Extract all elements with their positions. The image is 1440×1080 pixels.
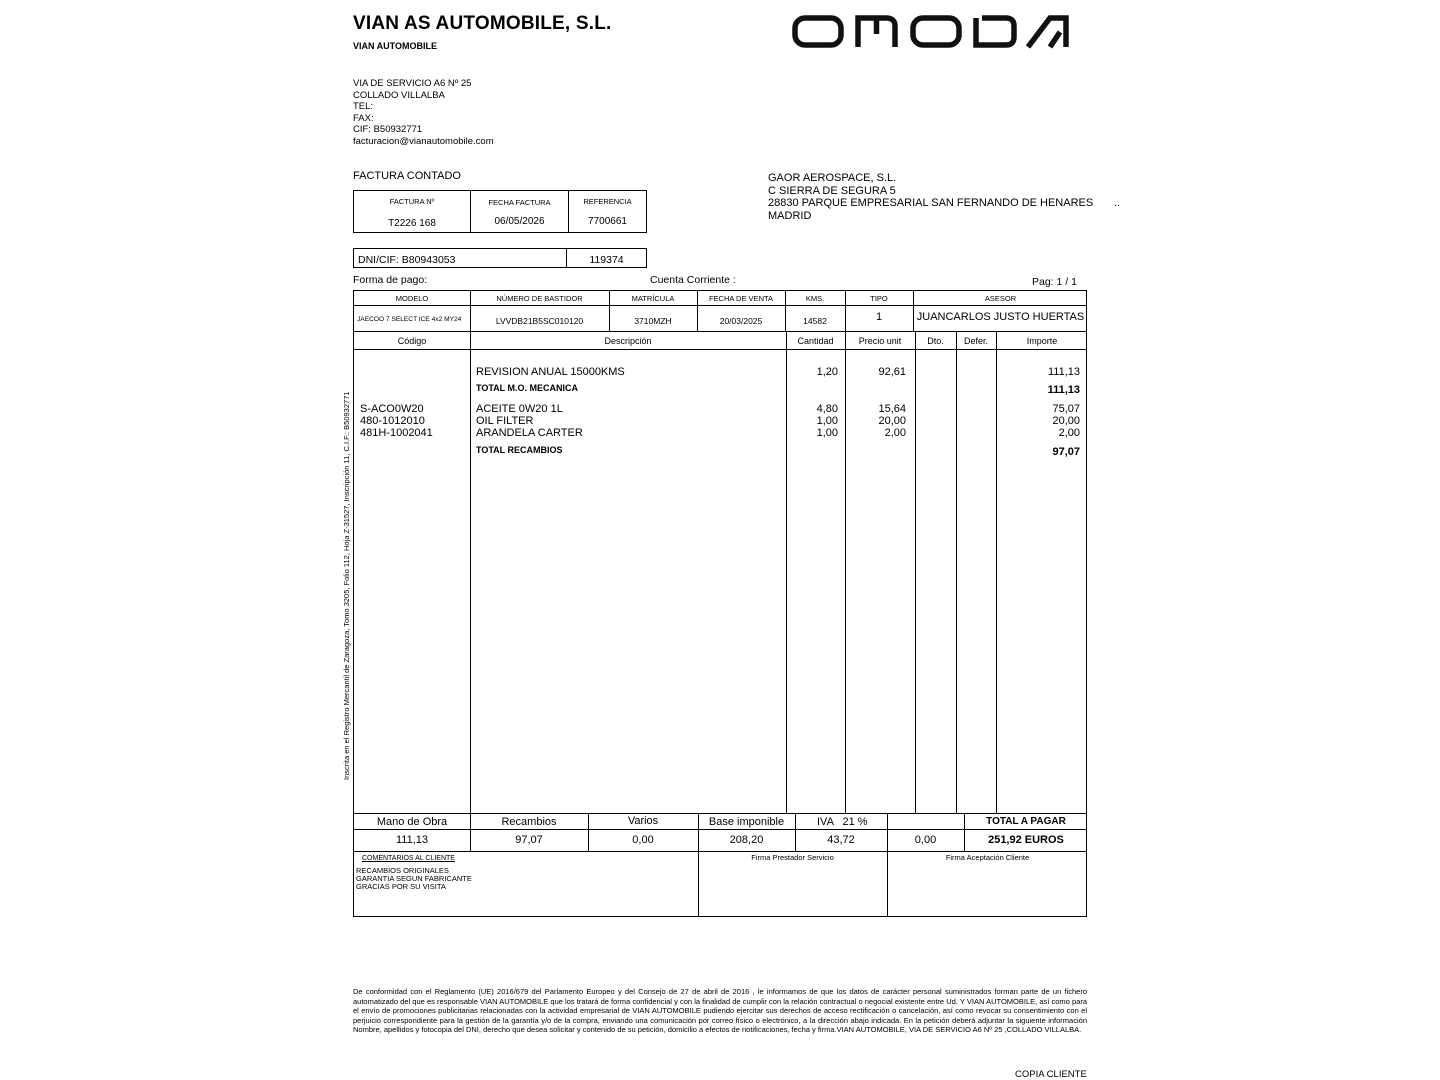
- line-price: 15,64: [878, 403, 906, 415]
- address-line: CIF: B50932771: [353, 124, 423, 135]
- legal-notice: De conformidad con el Reglamento (UE) 2016/679 del Parlamento Europeo y del Consejo de 27 de abril de 2016 , le informamos de que los datos de carácter personal suministrados forman parte de un fichero automatizado del que es responsable VIAN AUTOMOBILE que los tratará de forma confidencial y con la finalidad de cumplir con la relación contractual o negocial existente entre Ud. Y VIAN AUTOMOBILE, así como para el envío de promociones publicitarias relacionadas con la actividad empresarial de VIAN AUTOMOBILE pudiendo ejercitar sus derechos de acceso rectificación o cancelación, así como revocar su consentimiento con el perjuicio correspondiente para la gestión de la garantía y/o de la compra, enviando una comunicación por correo físico o electrónico, a la dirección abajo indicada. En la petición deberá adjuntar la siguiente información Nombre, apellidos y fotocopia del DNI, derecho que desea solicitar y contenido de su petición, domicilio a efectos de notificaciones, fecha y firma.VIAN AUTOMOBILE, VIA DE SERVICIO A6 Nº 25 ,COLLADO VILLALBA.: [353, 987, 1087, 1035]
- line-price: 20,00: [878, 415, 906, 427]
- line-code: 480-1012010: [360, 415, 425, 427]
- vehicle-advisor: JUANCARLOS JUSTO HUERTAS: [916, 311, 1085, 323]
- total-misc-label: Varios: [627, 815, 659, 827]
- vehicle-header: ASESOR: [984, 294, 1017, 303]
- client-signature-label: Firma Aceptación Cliente: [945, 853, 1030, 862]
- invoice-date-label: FECHA FACTURA: [488, 198, 551, 207]
- line-desc: TOTAL M.O. MECANICA: [476, 383, 578, 393]
- vehicle-sale-date: 20/03/2025: [719, 316, 763, 326]
- vehicle-model: JAECOO 7 SELECT ICE 4x2 MY24: [357, 316, 462, 323]
- line-amount: 2,00: [1058, 427, 1080, 439]
- invoice-reference-cell: [569, 191, 646, 232]
- client-line: GAOR AEROSPACE, S.L.: [768, 172, 897, 184]
- comment-line: RECAMBIOS ORIGINALES: [356, 866, 449, 875]
- provider-signature-label: Firma Prestador Servicio: [751, 853, 834, 862]
- lines-header-qty: Cantidad: [797, 336, 834, 346]
- client-address: [768, 172, 1093, 222]
- vehicle-header: TIPO: [870, 294, 888, 303]
- vehicle-type: 1: [875, 311, 883, 323]
- comment-line: GARANTIA SEGUN FABRICANTE: [356, 874, 472, 883]
- lines-header-price: Precio unit: [858, 336, 902, 346]
- address-line: facturacion@vianautomobile.com: [353, 135, 494, 147]
- vehicle-header: MATRÍCULA: [631, 294, 675, 303]
- address-line: FAX:: [353, 112, 374, 124]
- lines-header-desc: Descripción: [604, 336, 652, 346]
- total-due: 251,92 EUROS: [988, 834, 1064, 846]
- vehicle-header: FECHA DE VENTA: [708, 294, 774, 303]
- invoice-reference: 7700661: [588, 216, 627, 227]
- line-qty: 1,20: [816, 366, 838, 378]
- payment-method-label: Forma de pago:: [353, 274, 428, 286]
- client-code: 119374: [589, 254, 624, 266]
- invoice-info-box: [353, 190, 647, 233]
- dni-box: [353, 248, 647, 268]
- line-desc: TOTAL RECAMBIOS: [476, 445, 563, 455]
- vat-amount: 43,72: [827, 834, 855, 846]
- lines-header-defer: Defer.: [963, 336, 988, 346]
- line-qty: 1,00: [816, 427, 838, 439]
- comments-title: COMENTARIOS AL CLIENTE: [362, 855, 455, 862]
- invoice-reference-label: REFERENCIA: [583, 197, 632, 206]
- copy-label: COPIA CLIENTE: [1015, 1069, 1087, 1080]
- other-amount: 0,00: [914, 834, 937, 846]
- page-number: Pag: 1 / 1: [1032, 276, 1077, 288]
- vehicle-header: NÚMERO DE BASTIDOR: [496, 294, 583, 303]
- total-misc: 0,00: [632, 834, 654, 846]
- address-line: TEL:: [353, 101, 374, 112]
- dni-cif: DNI/CIF: B80943053: [354, 249, 567, 267]
- vehicle-plate: 3710MZH: [634, 316, 672, 326]
- invoice-number-label: FACTURA Nº: [389, 197, 435, 206]
- line-desc: ACEITE 0W20 1L: [476, 403, 563, 415]
- lines-header-amount: Importe: [1026, 336, 1058, 346]
- tax-base: 208,20: [729, 834, 764, 846]
- client-line: 28830 PARQUE EMPRESARIAL SAN FERNANDO DE HENARES: [768, 197, 1094, 209]
- invoice-date: 06/05/2026: [494, 216, 545, 227]
- vehicle-header: KMS.: [805, 294, 825, 303]
- invoice-date-cell: [471, 191, 569, 232]
- client-line: C SIERRA DE SEGURA 5: [768, 184, 896, 197]
- line-amount: 111,13: [1047, 366, 1080, 378]
- vehicle-kms: 14582: [803, 316, 827, 326]
- total-labor: 111,13: [395, 834, 428, 846]
- tax-base-label: Base imponible: [708, 816, 785, 828]
- omoda-logo: [792, 14, 1082, 50]
- line-price: 92,61: [878, 366, 906, 378]
- company-subtitle: VIAN AUTOMOBILE: [353, 41, 438, 51]
- line-price: 2,00: [884, 427, 906, 439]
- vehicle-vin: LVVDB21B5SC010120: [495, 316, 584, 326]
- client-extra: ..: [1114, 197, 1121, 209]
- line-amount: 20,00: [1052, 415, 1080, 427]
- registry-side-text: Inscrita en el Registro Mercantil de Zaragoza, Tomo 3205, Folio 112, Hoja Z-31527, Inscripción 11, C.I.F.: B50932771: [342, 391, 351, 780]
- lines-header-code: Código: [397, 336, 427, 346]
- vehicle-header: MODELO: [395, 294, 429, 303]
- total-parts: 97,07: [515, 834, 543, 846]
- invoice-number-cell: [354, 191, 471, 232]
- total-parts-label: Recambios: [501, 816, 557, 828]
- vat-label: IVA 21 %: [817, 816, 868, 828]
- line-amount: 111,13: [1047, 384, 1080, 396]
- line-amount: 75,07: [1052, 403, 1080, 415]
- address-line: COLLADO VILLALBA: [353, 89, 445, 101]
- invoice-type: FACTURA CONTADO: [353, 170, 461, 182]
- total-due-label: TOTAL A PAGAR: [986, 816, 1066, 827]
- company-address: [353, 78, 494, 147]
- line-desc: ARANDELA CARTER: [476, 427, 583, 439]
- line-desc: REVISION ANUAL 15000KMS: [476, 366, 625, 378]
- line-code: S-ACO0W20: [360, 403, 424, 415]
- comment-line: GRACIAS POR SU VISITA: [356, 882, 446, 891]
- invoice-number: T2226 168: [388, 218, 436, 229]
- client-line: MADRID: [768, 209, 812, 222]
- company-name: VIAN AS AUTOMOBILE, S.L.: [353, 13, 612, 34]
- line-code: 481H-1002041: [360, 427, 433, 439]
- lines-header-discount: Dto.: [927, 336, 944, 346]
- invoice-table: [353, 290, 1087, 917]
- comments-body: [356, 867, 472, 891]
- line-qty: 1,00: [816, 415, 838, 427]
- line-qty: 4,80: [816, 403, 838, 415]
- line-desc: OIL FILTER: [476, 415, 534, 427]
- line-amount: 97,07: [1052, 446, 1080, 458]
- total-labor-label: Mano de Obra: [376, 816, 448, 828]
- account-label: Cuenta Corriente :: [650, 274, 736, 286]
- address-line: VIA DE SERVICIO A6 Nº 25: [353, 78, 472, 89]
